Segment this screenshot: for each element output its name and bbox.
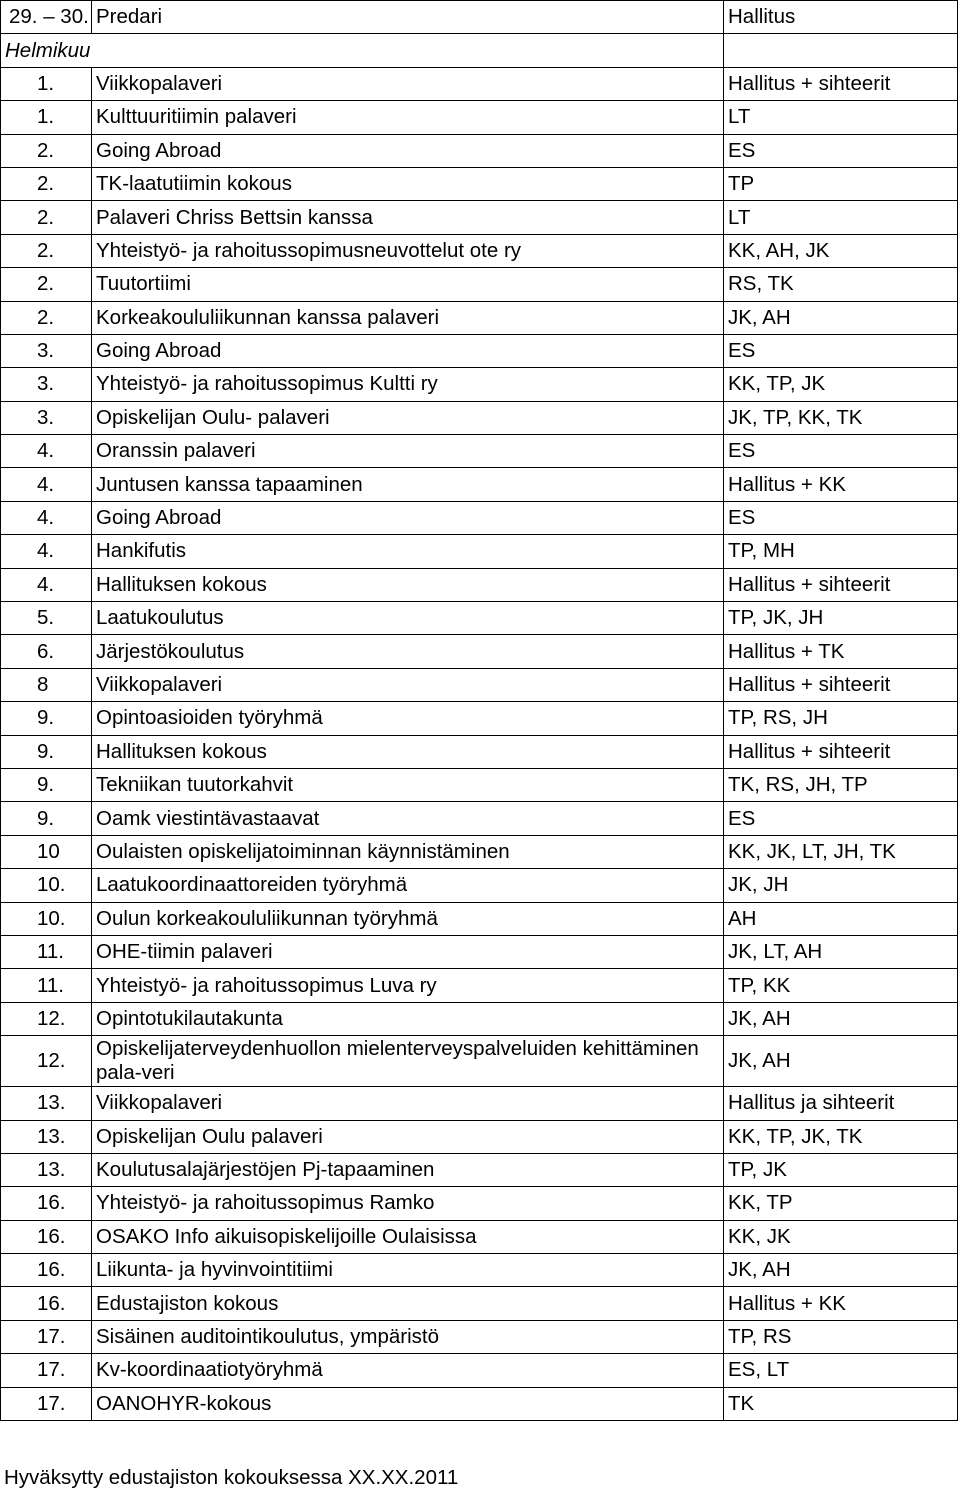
event-cell: Hallituksen kokous bbox=[92, 735, 724, 768]
date-cell: 9. bbox=[1, 802, 92, 835]
date-cell: 1. bbox=[1, 101, 92, 134]
date-cell: 17. bbox=[1, 1320, 92, 1353]
date-cell: 16. bbox=[1, 1287, 92, 1320]
event-cell: Yhteistyö- ja rahoitussopimus Luva ry bbox=[92, 969, 724, 1002]
event-cell: Viikkopalaveri bbox=[92, 1087, 724, 1120]
table-row bbox=[1, 1187, 958, 1220]
table-row bbox=[1, 768, 958, 801]
table-row bbox=[1, 1387, 958, 1420]
participants-cell: JK, AH bbox=[724, 301, 958, 334]
date-cell: 13. bbox=[1, 1153, 92, 1186]
date-cell: 10 bbox=[1, 835, 92, 868]
date-cell: 17. bbox=[1, 1387, 92, 1420]
date-cell: 6. bbox=[1, 635, 92, 668]
month-row-empty-cell bbox=[724, 34, 958, 67]
table-row bbox=[1, 735, 958, 768]
month-row bbox=[1, 34, 958, 67]
event-cell: Opintotukilautakunta bbox=[92, 1002, 724, 1035]
participants-cell: JK, LT, AH bbox=[724, 935, 958, 968]
date-cell: 4. bbox=[1, 435, 92, 468]
participants-cell: Hallitus + sihteerit bbox=[724, 67, 958, 100]
date-cell: 2. bbox=[1, 268, 92, 301]
table-row bbox=[1, 602, 958, 635]
table-row bbox=[1, 969, 958, 1002]
date-cell: 9. bbox=[1, 768, 92, 801]
date-cell: 2. bbox=[1, 167, 92, 200]
event-cell: Yhteistyö- ja rahoitussopimusneuvottelut ote ry bbox=[92, 234, 724, 267]
participants-cell: TP, RS, JH bbox=[724, 702, 958, 735]
participants-cell: TP, MH bbox=[724, 535, 958, 568]
table-row bbox=[1, 1120, 958, 1153]
date-cell: 3. bbox=[1, 368, 92, 401]
event-cell: Oamk viestintävastaavat bbox=[92, 802, 724, 835]
event-cell: Kulttuuritiimin palaveri bbox=[92, 101, 724, 134]
event-cell: Yhteistyö- ja rahoitussopimus Ramko bbox=[92, 1187, 724, 1220]
event-cell: Opintoasioiden työryhmä bbox=[92, 702, 724, 735]
event-cell: Yhteistyö- ja rahoitussopimus Kultti ry bbox=[92, 368, 724, 401]
date-cell: 2. bbox=[1, 134, 92, 167]
date-cell: 16. bbox=[1, 1187, 92, 1220]
date-cell: 9. bbox=[1, 735, 92, 768]
event-cell: Oulun korkeakoululiikunnan työryhmä bbox=[92, 902, 724, 935]
table-row bbox=[1, 501, 958, 534]
table-row bbox=[1, 134, 958, 167]
table-row bbox=[1, 1354, 958, 1387]
date-cell: 10. bbox=[1, 902, 92, 935]
participants-cell: ES bbox=[724, 802, 958, 835]
table-row bbox=[1, 568, 958, 601]
event-cell: Hallituksen kokous bbox=[92, 568, 724, 601]
date-cell: 17. bbox=[1, 1354, 92, 1387]
date-cell: 8 bbox=[1, 668, 92, 701]
participants-cell: JK, TP, KK, TK bbox=[724, 401, 958, 434]
event-cell: Opiskelijan Oulu- palaveri bbox=[92, 401, 724, 434]
event-cell: OHE-tiimin palaveri bbox=[92, 935, 724, 968]
participants-cell: KK, JK, LT, JH, TK bbox=[724, 835, 958, 868]
event-cell: Korkeakoululiikunnan kanssa palaveri bbox=[92, 301, 724, 334]
date-cell: 5. bbox=[1, 602, 92, 635]
participants-cell: TP, JK, JH bbox=[724, 602, 958, 635]
table-row bbox=[1, 668, 958, 701]
schedule-table-body bbox=[1, 1, 958, 1421]
table-row bbox=[1, 234, 958, 267]
participants-cell: Hallitus + sihteerit bbox=[724, 735, 958, 768]
event-cell: OANOHYR-kokous bbox=[92, 1387, 724, 1420]
participants-cell: TP, RS bbox=[724, 1320, 958, 1353]
event-cell: Predari bbox=[92, 1, 724, 34]
participants-cell: Hallitus + KK bbox=[724, 468, 958, 501]
event-cell: Koulutusalajärjestöjen Pj-tapaaminen bbox=[92, 1153, 724, 1186]
date-cell: 2. bbox=[1, 201, 92, 234]
date-cell: 2. bbox=[1, 234, 92, 267]
date-cell: 16. bbox=[1, 1254, 92, 1287]
table-row bbox=[1, 1254, 958, 1287]
date-cell: 3. bbox=[1, 334, 92, 367]
date-cell: 9. bbox=[1, 702, 92, 735]
table-row bbox=[1, 101, 958, 134]
event-cell: Opiskelijan Oulu palaveri bbox=[92, 1120, 724, 1153]
approval-note: Hyväksytty edustajiston kokouksessa XX.XX.2011 bbox=[4, 1466, 459, 1489]
event-cell: Sisäinen auditointikoulutus, ympäristö bbox=[92, 1320, 724, 1353]
table-row bbox=[1, 702, 958, 735]
participants-cell: TP, JK bbox=[724, 1153, 958, 1186]
participants-cell: TK bbox=[724, 1387, 958, 1420]
event-cell: Juntusen kanssa tapaaminen bbox=[92, 468, 724, 501]
date-cell: 4. bbox=[1, 568, 92, 601]
event-cell: Palaveri Chriss Bettsin kanssa bbox=[92, 201, 724, 234]
participants-cell: JK, JH bbox=[724, 869, 958, 902]
event-cell: Going Abroad bbox=[92, 501, 724, 534]
participants-cell: Hallitus bbox=[724, 1, 958, 34]
participants-cell: JK, AH bbox=[724, 1036, 958, 1087]
table-row bbox=[1, 1320, 958, 1353]
table-row bbox=[1, 902, 958, 935]
table-row bbox=[1, 1002, 958, 1035]
event-cell: Oranssin palaveri bbox=[92, 435, 724, 468]
table-row bbox=[1, 535, 958, 568]
table-row bbox=[1, 869, 958, 902]
date-cell: 13. bbox=[1, 1087, 92, 1120]
date-cell: 2. bbox=[1, 301, 92, 334]
event-cell: Tuutortiimi bbox=[92, 268, 724, 301]
participants-cell: ES bbox=[724, 435, 958, 468]
table-row bbox=[1, 1153, 958, 1186]
table-row bbox=[1, 835, 958, 868]
table-row bbox=[1, 802, 958, 835]
table-row bbox=[1, 301, 958, 334]
event-cell: Kv-koordinaatiotyöryhmä bbox=[92, 1354, 724, 1387]
participants-cell: JK, AH bbox=[724, 1254, 958, 1287]
participants-cell: Hallitus + sihteerit bbox=[724, 668, 958, 701]
participants-cell: KK, JK bbox=[724, 1220, 958, 1253]
participants-cell: JK, AH bbox=[724, 1002, 958, 1035]
table-row bbox=[1, 167, 958, 200]
participants-cell: KK, TP, JK, TK bbox=[724, 1120, 958, 1153]
date-cell: 3. bbox=[1, 401, 92, 434]
table-row bbox=[1, 1220, 958, 1253]
participants-cell: KK, TP, JK bbox=[724, 368, 958, 401]
date-cell: 11. bbox=[1, 935, 92, 968]
participants-cell: Hallitus ja sihteerit bbox=[724, 1087, 958, 1120]
table-row bbox=[1, 935, 958, 968]
table-row bbox=[1, 1036, 958, 1087]
event-cell: Järjestökoulutus bbox=[92, 635, 724, 668]
table-row bbox=[1, 334, 958, 367]
event-cell: Viikkopalaveri bbox=[92, 668, 724, 701]
participants-cell: KK, TP bbox=[724, 1187, 958, 1220]
event-cell: Edustajiston kokous bbox=[92, 1287, 724, 1320]
participants-cell: TK, RS, JH, TP bbox=[724, 768, 958, 801]
date-cell: 12. bbox=[1, 1036, 92, 1087]
table-row bbox=[1, 67, 958, 100]
month-heading: Helmikuu bbox=[1, 34, 724, 67]
table-row bbox=[1, 368, 958, 401]
participants-cell: ES bbox=[724, 334, 958, 367]
table-row bbox=[1, 468, 958, 501]
table-row bbox=[1, 1087, 958, 1120]
participants-cell: KK, AH, JK bbox=[724, 234, 958, 267]
participants-cell: Hallitus + KK bbox=[724, 1287, 958, 1320]
date-cell: 11. bbox=[1, 969, 92, 1002]
date-cell: 4. bbox=[1, 501, 92, 534]
participants-cell: AH bbox=[724, 902, 958, 935]
participants-cell: ES, LT bbox=[724, 1354, 958, 1387]
participants-cell: LT bbox=[724, 101, 958, 134]
table-row bbox=[1, 635, 958, 668]
table-row bbox=[1, 435, 958, 468]
date-cell: 29. – 30. bbox=[1, 1, 92, 34]
participants-cell: LT bbox=[724, 201, 958, 234]
event-cell: Tekniikan tuutorkahvit bbox=[92, 768, 724, 801]
participants-cell: TP bbox=[724, 167, 958, 200]
participants-cell: ES bbox=[724, 134, 958, 167]
date-cell: 1. bbox=[1, 67, 92, 100]
participants-cell: Hallitus + sihteerit bbox=[724, 568, 958, 601]
event-cell: Oulaisten opiskelijatoiminnan käynnistäminen bbox=[92, 835, 724, 868]
event-cell: Opiskelijaterveydenhuollon mielenterveyspalveluiden kehittäminen pala-veri bbox=[92, 1036, 724, 1087]
event-cell: Liikunta- ja hyvinvointitiimi bbox=[92, 1254, 724, 1287]
event-cell: Viikkopalaveri bbox=[92, 67, 724, 100]
date-cell: 4. bbox=[1, 535, 92, 568]
date-cell: 10. bbox=[1, 869, 92, 902]
event-cell: OSAKO Info aikuisopiskelijoille Oulaisissa bbox=[92, 1220, 724, 1253]
participants-cell: TP, KK bbox=[724, 969, 958, 1002]
date-cell: 16. bbox=[1, 1220, 92, 1253]
event-cell: Going Abroad bbox=[92, 334, 724, 367]
date-cell: 12. bbox=[1, 1002, 92, 1035]
participants-cell: Hallitus + TK bbox=[724, 635, 958, 668]
table-row bbox=[1, 201, 958, 234]
event-cell: Hankifutis bbox=[92, 535, 724, 568]
table-row bbox=[1, 1, 958, 34]
event-cell: Laatukoordinaattoreiden työryhmä bbox=[92, 869, 724, 902]
table-row bbox=[1, 401, 958, 434]
table-row bbox=[1, 268, 958, 301]
table-row bbox=[1, 1287, 958, 1320]
event-cell: TK-laatutiimin kokous bbox=[92, 167, 724, 200]
participants-cell: RS, TK bbox=[724, 268, 958, 301]
date-cell: 4. bbox=[1, 468, 92, 501]
event-cell: Laatukoulutus bbox=[92, 602, 724, 635]
participants-cell: ES bbox=[724, 501, 958, 534]
date-cell: 13. bbox=[1, 1120, 92, 1153]
event-cell: Going Abroad bbox=[92, 134, 724, 167]
